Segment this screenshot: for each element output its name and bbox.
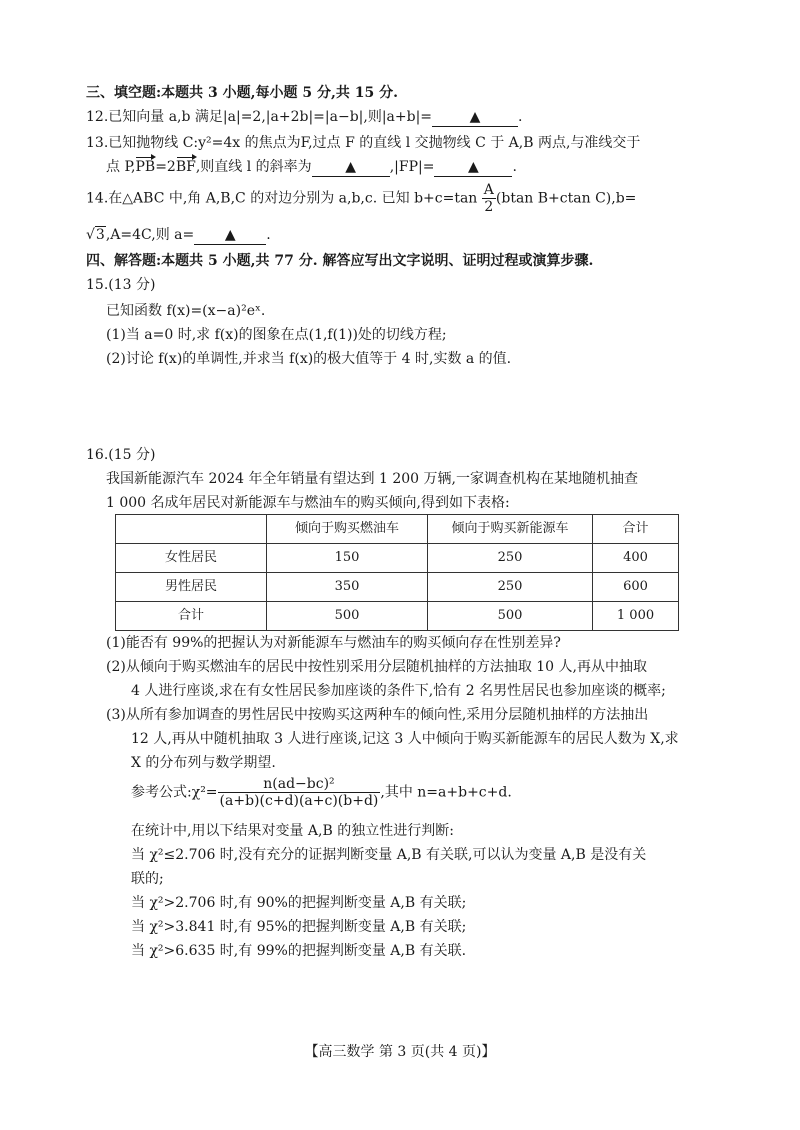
- q14-sqrt-content: 3: [95, 227, 105, 243]
- judge-rule-4: 当 χ²>6.635 时,有 99%的把握判断变量 A,B 有关联.: [131, 943, 467, 959]
- q14-end: .: [266, 227, 271, 243]
- q13-text-mid: ,|FP|=: [389, 159, 435, 175]
- table-cell: 600: [593, 573, 679, 602]
- q16-part2-line2: 4 人进行座谈,求在有女性居民参加座谈的条件下,恰有 2 名男性居民也参加座谈的概率;: [131, 683, 666, 699]
- table-cell: 150: [267, 544, 428, 573]
- table-header-cell: 倾向于购买燃油车: [267, 515, 428, 544]
- vector-bf: BF: [175, 159, 196, 175]
- table-cell: 400: [593, 544, 679, 573]
- table-cell: 500: [428, 602, 593, 631]
- q14-frac-num: A: [483, 182, 494, 198]
- q15-part2: (2)讨论 f(x)的单调性,并求当 f(x)的极大值等于 4 时,实数 a 的值.: [106, 351, 512, 367]
- q14-text-b: (btan B+ctan C),b=: [495, 190, 637, 207]
- q14-text-a: 14.在△ABC 中,角 A,B,C 的对边分别为 a,b,c. 已知 b+c=tan: [86, 190, 478, 207]
- question-14-line1: [86, 182, 636, 215]
- judge-intro: 在统计中,用以下结果对变量 A,B 的独立性进行判断:: [131, 823, 454, 839]
- q16-stem-line1: 我国新能源汽车 2024 年全年销量有望达到 1 200 万辆,一家调查机构在某地随机抽查: [106, 471, 638, 487]
- q14-answer-blank: [194, 227, 266, 245]
- q15-stem: 已知函数 f(x)=(x−a)²eˣ.: [106, 303, 266, 319]
- table-row: [116, 602, 679, 631]
- triangle-icon: ▲: [469, 109, 481, 125]
- q14-text-c: ,A=4C,则 a=: [105, 227, 195, 243]
- triangle-icon: ▲: [345, 159, 357, 175]
- judge-rule-3: 当 χ²>3.841 时,有 95%的把握判断变量 A,B 有关联;: [131, 919, 467, 935]
- table-cell: 合计: [116, 602, 267, 631]
- formula-label: 参考公式:χ²=: [131, 784, 218, 801]
- formula-tail: ,其中 n=a+b+c+d.: [380, 784, 512, 801]
- table-cell: 1 000: [593, 602, 679, 631]
- formula-denominator: (a+b)(c+d)(a+c)(b+d): [219, 793, 379, 810]
- q15-label: 15.(13 分): [86, 277, 156, 293]
- q12-text: 12.已知向量 a,b 满足|a|=2,|a+2b|=|a−b|,则|a+b|=: [86, 109, 433, 125]
- table-header-cell: 合计: [593, 515, 679, 544]
- table-cell: 350: [267, 573, 428, 602]
- survey-table: [115, 514, 679, 631]
- q15-part1: (1)当 a=0 时,求 f(x)的图象在点(1,f(1))处的切线方程;: [106, 327, 447, 343]
- table-header-cell: 倾向于购买新能源车: [428, 515, 593, 544]
- sqrt-icon: √: [86, 227, 95, 243]
- q13-answer-blank-1: [312, 159, 390, 177]
- table-header-cell: [116, 515, 267, 544]
- judge-rule-2: 当 χ²>2.706 时,有 90%的把握判断变量 A,B 有关联;: [131, 895, 467, 911]
- q16-part3-line1: (3)从所有参加调查的男性居民中按购买这两种车的倾向性,采用分层随机抽样的方法抽出: [106, 707, 649, 723]
- page-footer: 【高三数学 第 3 页(共 4 页)】: [304, 1044, 496, 1060]
- judge-rule-1-line2: 联的;: [131, 871, 164, 887]
- q13-text-a: 点 P,: [106, 159, 136, 175]
- q16-part3-line3: X 的分布列与数学期望.: [131, 755, 276, 771]
- triangle-icon: ▲: [224, 227, 236, 243]
- table-row: [116, 573, 679, 602]
- table-cell: 500: [267, 602, 428, 631]
- table-cell: 250: [428, 573, 593, 602]
- q14-fraction: [482, 182, 496, 215]
- table-row: [116, 544, 679, 573]
- vector-pb: PB: [135, 159, 156, 175]
- section4-header: 四、解答题:本题共 5 小题,共 77 分. 解答应写出文字说明、证明过程或演算步骤.: [86, 253, 594, 269]
- q16-stem-line2: 1 000 名成年居民对新能源车与燃油车的购买倾向,得到如下表格:: [106, 495, 510, 511]
- reference-formula: [131, 776, 512, 809]
- q16-label: 16.(15 分): [86, 447, 156, 463]
- q14-frac-den: 2: [484, 199, 494, 216]
- q16-part3-line2: 12 人,再从中随机抽取 3 人进行座谈,记这 3 人中倾向于购买新能源车的居民人数为 X,求: [131, 731, 679, 747]
- q13-answer-blank-2: [434, 159, 512, 177]
- triangle-icon: ▲: [468, 159, 479, 175]
- table-cell: 男性居民: [116, 573, 267, 602]
- q16-part2-line1: (2)从倾向于购买燃油车的居民中按性别采用分层随机抽样的方法抽取 10 人,再从中抽取: [106, 659, 647, 675]
- chi-square-fraction: [218, 776, 381, 809]
- question-14-line2: [86, 226, 271, 245]
- question-12: [86, 108, 522, 127]
- q12-answer-blank: [432, 109, 518, 127]
- q12-end: .: [518, 109, 523, 125]
- question-13-line1: 13.已知抛物线 C:y²=4x 的焦点为F,过点 F 的直线 l 交抛物线 C 于 A,B 两点,与准线交于: [86, 135, 641, 151]
- q13-text-c: ,则直线 l 的斜率为: [195, 159, 312, 175]
- q13-end: .: [512, 159, 517, 175]
- q13-text-b: =2: [155, 159, 176, 175]
- section3-header: 三、填空题:本题共 3 小题,每小题 5 分,共 15 分.: [86, 85, 398, 101]
- judge-rule-1-line1: 当 χ²≤2.706 时,没有充分的证据判断变量 A,B 有关联,可以认为变量 A,B 是没有关: [131, 847, 647, 863]
- formula-numerator: n(ad−bc)²: [218, 776, 381, 793]
- q16-part1: (1)能否有 99%的把握认为对新能源车与燃油车的购买倾向存在性别差异?: [106, 635, 561, 651]
- table-cell: 女性居民: [116, 544, 267, 573]
- question-13-line2: [106, 158, 517, 177]
- table-cell: 250: [428, 544, 593, 573]
- table-header-row: [116, 515, 679, 544]
